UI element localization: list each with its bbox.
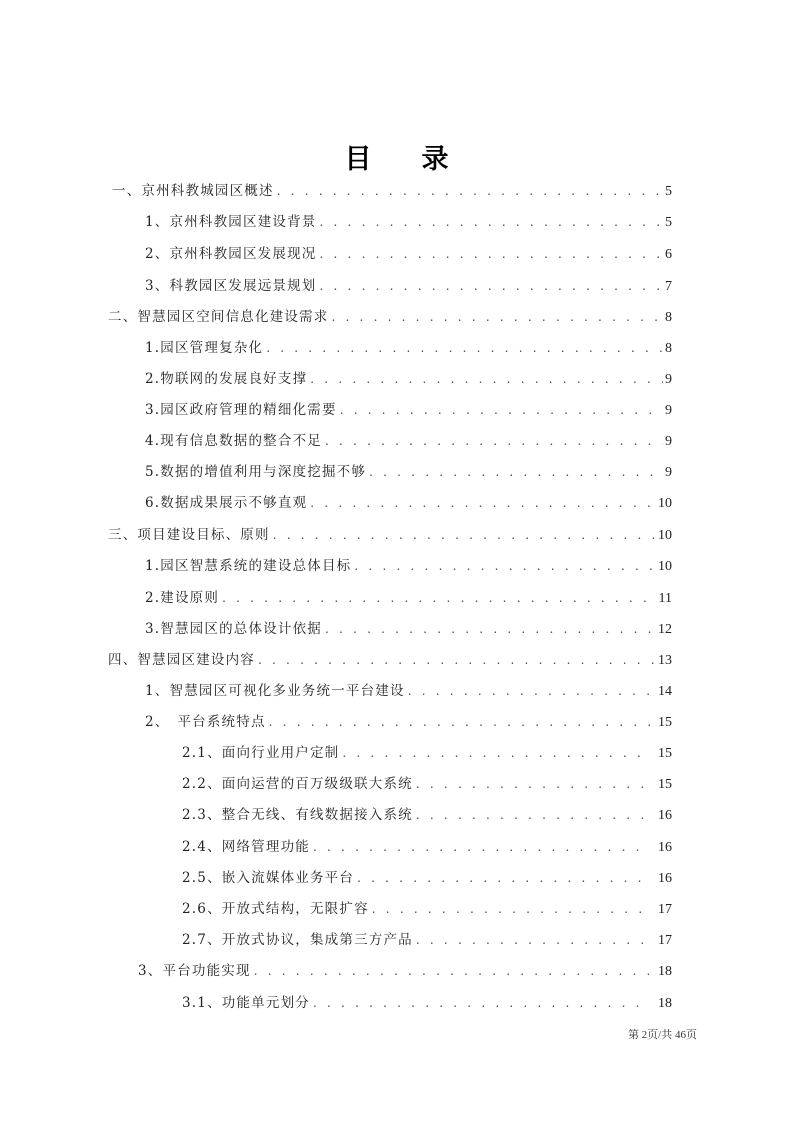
toc-entry[interactable] <box>145 212 672 232</box>
toc-entry[interactable] <box>145 400 672 420</box>
toc-entry-page: 15 <box>658 777 672 792</box>
toc-entry[interactable] <box>138 961 672 981</box>
toc-entry-label: 2.2、面向运营的百万级级联大系统 <box>182 776 413 792</box>
toc-entry[interactable] <box>108 650 672 670</box>
toc-entry-page: 18 <box>658 996 672 1011</box>
toc-entry-page: 10 <box>658 496 672 511</box>
page-title <box>0 137 793 176</box>
toc-entry-label: 四、智慧园区建设内容 <box>108 652 255 668</box>
toc-entry[interactable] <box>145 493 672 513</box>
toc-entry-page: 18 <box>658 964 672 979</box>
toc-entry-page: 13 <box>658 653 672 668</box>
toc-entry-page: 8 <box>665 310 672 325</box>
leader-dots <box>310 369 663 389</box>
toc-entry-label: 2.1、面向行业用户定制 <box>182 745 340 761</box>
toc-entry-label: 1.园区管理复杂化 <box>145 340 264 356</box>
toc-entry-label: 2.5、嵌入流媒体业务平台 <box>182 870 355 886</box>
leader-dots <box>372 899 650 919</box>
toc-entry[interactable] <box>182 868 672 888</box>
toc-entry-page: 9 <box>665 434 672 449</box>
toc-entry[interactable] <box>182 899 672 919</box>
toc-entry-page: 15 <box>658 746 672 761</box>
toc-entry-label: 2.建设原则 <box>145 590 220 606</box>
leader-dots <box>266 338 663 358</box>
toc-entry[interactable] <box>108 525 672 545</box>
toc-entry-page: 17 <box>658 902 672 917</box>
toc-entry[interactable] <box>182 930 672 950</box>
title-char-2: 录 <box>421 144 449 175</box>
toc-entry-page: 12 <box>658 622 672 637</box>
toc-entry-label: 1.园区智慧系统的建设总体目标 <box>145 558 352 574</box>
toc-entry-page: 11 <box>658 591 672 606</box>
toc-entry-label: 2.物联网的发展良好支撑 <box>145 371 308 387</box>
toc-entry-page: 10 <box>658 559 672 574</box>
leader-dots <box>416 930 650 950</box>
toc-entry-page: 9 <box>665 372 672 387</box>
toc-entry-label: 2.4、网络管理功能 <box>182 839 310 855</box>
toc-entry-label: 3.智慧园区的总体设计依据 <box>145 621 322 637</box>
leader-dots <box>254 961 656 981</box>
leader-dots <box>325 431 663 451</box>
toc-entry-label: 二、智慧园区空间信息化建设需求 <box>108 309 329 325</box>
toc-entry-label: 4.现有信息数据的整合不足 <box>145 433 322 449</box>
toc-entry-page: 16 <box>658 808 672 823</box>
toc-entry-label: 3.园区政府管理的精细化需要 <box>145 402 337 418</box>
leader-dots <box>342 743 650 763</box>
toc-entry[interactable] <box>145 681 672 701</box>
toc-entry[interactable] <box>145 712 672 732</box>
leader-dots <box>369 462 663 482</box>
toc-entry[interactable] <box>145 369 672 389</box>
toc-entry-label: 2.6、开放式结构，无限扩容 <box>182 901 369 917</box>
toc-entry-label: 三、项目建设目标、原则 <box>108 527 270 543</box>
leader-dots <box>320 276 664 296</box>
leader-dots <box>416 805 650 825</box>
leader-dots <box>320 244 664 264</box>
toc-entry[interactable] <box>145 276 672 296</box>
toc-entry-page: 9 <box>665 465 672 480</box>
leader-dots <box>313 837 650 857</box>
toc-entry-label: 3.1、功能单元划分 <box>182 995 310 1011</box>
toc-entry-label: 1、智慧园区可视化多业务统一平台建设 <box>145 683 405 699</box>
leader-dots <box>408 681 656 701</box>
leader-dots <box>258 650 656 670</box>
toc-entry-label: 1、京州科教园区建设背景 <box>145 214 317 230</box>
toc-entry-label: 5.数据的增值利用与深度挖掘不够 <box>145 464 367 480</box>
toc-entry-page: 8 <box>665 341 672 356</box>
leader-dots <box>325 619 656 639</box>
toc-entry-label: 2、京州科教园区发展现况 <box>145 246 317 262</box>
toc-entry[interactable] <box>112 181 672 201</box>
toc-entry-page: 7 <box>665 279 672 294</box>
toc-entry-label: 3、平台功能实现 <box>138 963 251 979</box>
toc-entry-page: 6 <box>665 247 672 262</box>
leader-dots <box>277 181 663 201</box>
toc-entry-page: 17 <box>658 933 672 948</box>
toc-entry[interactable] <box>145 556 672 576</box>
toc-entry[interactable] <box>182 774 672 794</box>
toc-entry-page: 16 <box>658 840 672 855</box>
leader-dots <box>313 993 650 1013</box>
toc-entry[interactable] <box>145 244 672 264</box>
toc-entry-label: 一、京州科教城园区概述 <box>112 183 274 199</box>
leader-dots <box>357 868 650 888</box>
title-char-1: 目 <box>344 144 372 175</box>
leader-dots <box>310 493 656 513</box>
toc-entry[interactable] <box>145 588 672 608</box>
page-footer: 第 2页/共 46页 <box>627 1029 697 1041</box>
toc-entry-page: 5 <box>665 184 672 199</box>
toc-entry-page: 5 <box>665 215 672 230</box>
toc-entry-page: 9 <box>665 403 672 418</box>
toc-entry[interactable] <box>145 462 672 482</box>
toc-entry-page: 14 <box>658 684 672 699</box>
toc-entry[interactable] <box>108 307 672 327</box>
toc-entry[interactable] <box>145 338 672 358</box>
leader-dots <box>354 556 656 576</box>
leader-dots <box>320 212 664 232</box>
toc-entry-page: 15 <box>658 715 672 730</box>
toc-entry-page: 16 <box>658 871 672 886</box>
toc-entry-label: 6.数据成果展示不够直观 <box>145 495 308 511</box>
leader-dots <box>332 307 664 327</box>
toc-entry-label: 2.3、整合无线、有线数据接入系统 <box>182 807 413 823</box>
toc-entry[interactable] <box>182 837 672 857</box>
toc-entry-label: 2、 平台系统特点 <box>145 714 266 730</box>
toc-entry-label: 2.7、开放式协议，集成第三方产品 <box>182 932 413 948</box>
toc-entry[interactable] <box>182 805 672 825</box>
toc-entry[interactable] <box>145 619 672 639</box>
toc-entry[interactable] <box>182 993 672 1013</box>
leader-dots <box>416 774 650 794</box>
leader-dots <box>340 400 663 420</box>
leader-dots <box>222 588 656 608</box>
toc-entry-page: 10 <box>658 528 672 543</box>
toc-entry-label: 3、科教园区发展远景规划 <box>145 278 317 294</box>
leader-dots <box>269 712 656 732</box>
leader-dots <box>273 525 656 545</box>
toc-entry[interactable] <box>145 431 672 451</box>
toc-entry[interactable] <box>182 743 672 763</box>
